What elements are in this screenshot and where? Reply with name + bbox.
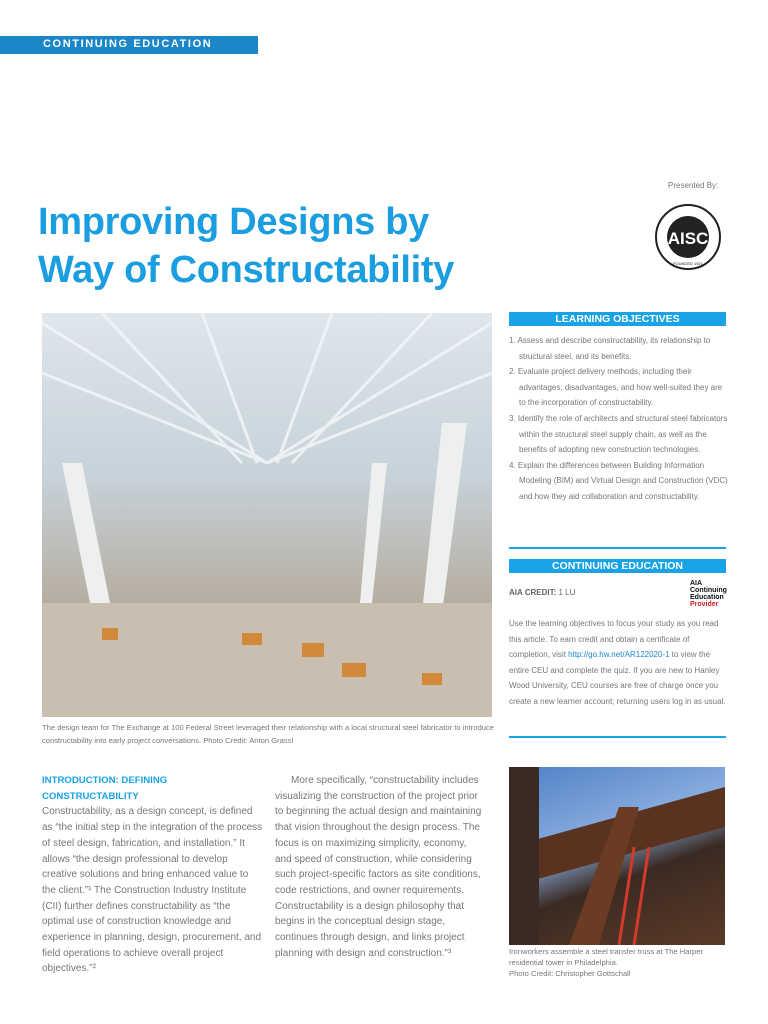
ce-text: to view the entire CEU and complete the quiz. If you are new to Hanley Wood University, CEU courses are free of charge once you create a new learner account; returning users log in as usual. (509, 650, 726, 706)
section-banner: CONTINUING EDUCATION (0, 36, 258, 54)
intro-paragraph-2: More specifically, “constructability includes visualizing the construction of the project prior to beginning the actual design and maintaining that vision throughout the design process. The focus is on maximizing simplicity, economy, and speed of construction, while considering such project-specific factors as site conditions, code restrictions, and owner requirements. Constructability is a design philosophy that begins in the conceptual design stage, continues through design, and links project planning with design and construction.”³ (275, 775, 482, 959)
aia-credit (509, 588, 575, 597)
svg-text:FOUNDED 1921: FOUNDED 1921 (673, 261, 703, 266)
credit-value: 1 LU (558, 588, 576, 597)
divider (509, 547, 726, 549)
aia-logo-text: Continuing (690, 587, 727, 594)
aia-logo-text: AIA (690, 580, 703, 587)
title-line-1: Improving Designs by (38, 201, 429, 243)
learning-objectives-heading: LEARNING OBJECTIVES (509, 312, 726, 326)
intro-paragraph-1: Constructability, as a design concept, is defined as “the initial step in the integration of the process of steel design, fabrication, and installation.” It allows “the design professional to develop creative solutions and bring enhanced value to the client.”¹ The Construction Industry Institute (CII) further defines constructability as “the optimal use of construction knowledge and experience in planning, design, procurement, and field operations to achieve overall project objectives.”² (42, 806, 263, 975)
aia-logo-text: Education (690, 594, 724, 601)
photo-credit: Photo Credit: Christopher Gottschall (509, 969, 631, 978)
objective-item: 3. Identify the role of architects and structural steel fabricators within the structural steel supply chain, as well as the benefits of adopting new construction technologies. (509, 413, 728, 455)
intro-heading: INTRODUCTION: DEFINING CONSTRUCTABILITY (42, 775, 168, 802)
objective-item: 4. Explain the differences between Building Information Modeling (BIM) and Virtual Design and Construction (VDC) and how they aid collaboration and constructability. (509, 460, 728, 501)
ce-text: Use the learning objectives to focus your study as you read this article. To earn credit and obtain a certificate of completion, visit (509, 619, 719, 660)
aia-logo-text: Provider (690, 601, 719, 608)
divider (509, 736, 726, 738)
presented-by-label: Presented By: (668, 181, 719, 190)
ce-instructions (509, 616, 729, 710)
aisc-logo (655, 204, 721, 270)
objective-item: 2. Evaluate project delivery methods, including their advantages, disadvantages, and how well-suited they are to the incorporation of constructability. (509, 367, 723, 408)
intro-column (42, 773, 264, 977)
learning-objectives-list (509, 333, 729, 505)
photo-caption: The design team for The Exchange at 100 Federal Street leveraged their relationship with a local structural steel fabricator to introduce constructability into early project conversations. Photo Credit: Anton Grassl (42, 723, 494, 745)
credit-label: AIA CREDIT: (509, 588, 557, 597)
svg-text:AISC: AISC (667, 229, 709, 248)
objective-item: 1. Assess and describe constructability, its relationship to structural steel, and its benefits. (509, 336, 711, 361)
page-title (38, 198, 454, 294)
ironworkers-photo (509, 767, 725, 945)
atrium-photo (42, 313, 492, 717)
photo-caption-2 (509, 946, 729, 979)
continuing-education-heading: CONTINUING EDUCATION (509, 559, 726, 573)
aia-provider-logo (690, 580, 727, 608)
title-line-2: Way of Constructability (38, 249, 455, 291)
caption-text: Ironworkers assemble a steel transfer truss at The Harper residential tower in Philadelphia. (509, 947, 704, 967)
ceu-link[interactable]: http://go.hw.net/AR122020-1 (568, 650, 670, 660)
